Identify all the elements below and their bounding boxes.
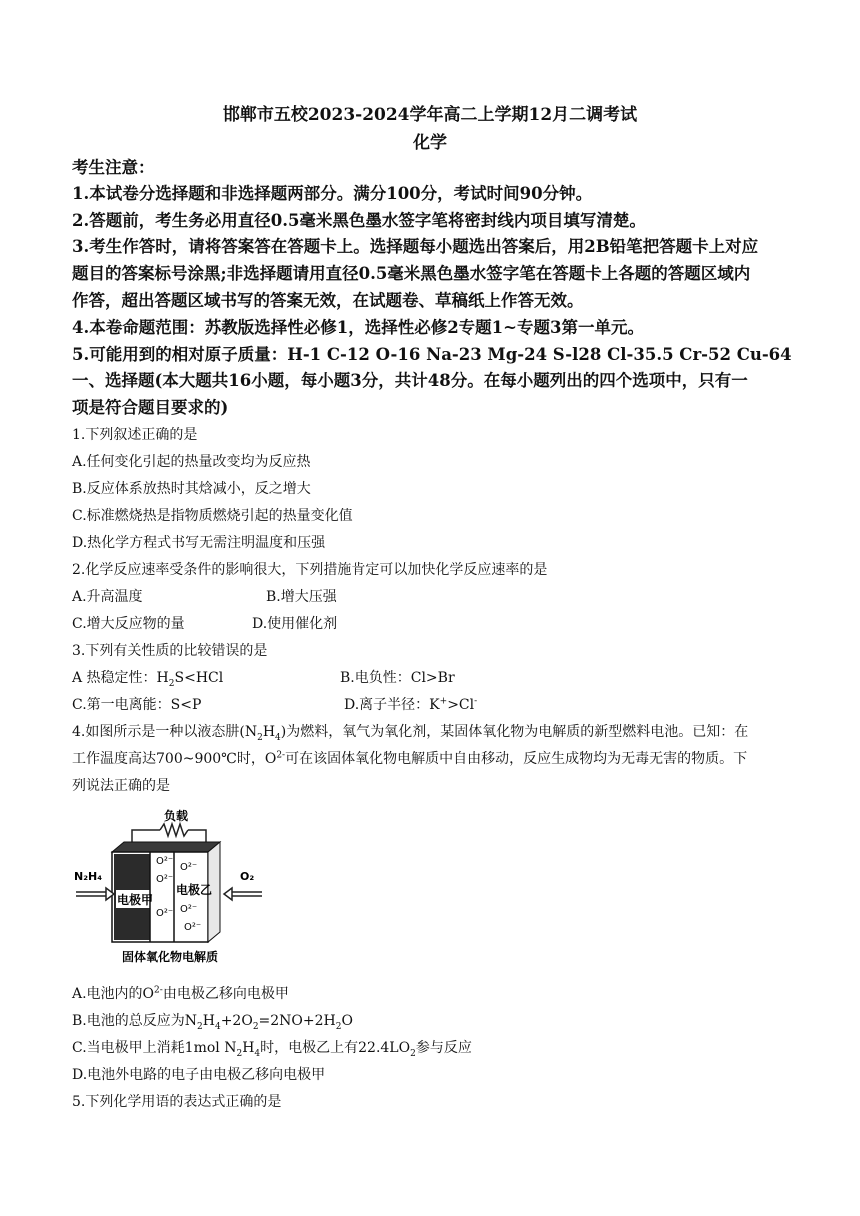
electrolyte-caption: 固体氧化物电解质	[122, 950, 219, 964]
question-4-stem: 4.如图所示是一种以液态肼$(N_2H_4)$为燃料，氧气为氧化剂，某固体氧化物为电解质的新型燃料电池。已知：在	[72, 724, 749, 743]
electrode-jia-label: 电极甲	[117, 893, 154, 907]
notice-item: 4.本卷命题范围：苏教版选择性必修1，选择性必修2专题1~专题3第一单元。	[72, 318, 644, 337]
exam-title: 邯郸市五校2023-2024学年高二上学期12月二调考试	[222, 105, 638, 125]
o2-label: O₂	[240, 870, 255, 883]
notice-item: 题目的答案标号涂黑;非选择题请用直径0.5毫米黑色墨水签字笔在答题卡上各题的答题区域内	[72, 264, 751, 283]
n2h4-label: N₂H₄	[74, 870, 103, 883]
notice-item: 1.本试卷分选择题和非选择题两部分。满分100分，考试时间90分钟。	[72, 184, 593, 203]
q4-option-c: C.当电极甲上消耗1mol $N_2H_4$时，电极乙上有$22.4LO_2$参与反应	[72, 1040, 472, 1059]
notice-item: 2.答题前，考生务必用直径0.5毫米黑色墨水签字笔将密封线内项目填写清楚。	[72, 211, 646, 230]
oxide-ion: O²⁻	[180, 862, 198, 873]
question-4-stem-cont: 工作温度高达700~900℃时，$O^{2-}$可在该固体氧化物电解质中自由移动，反应生成物均为无毒无害的物质。下	[72, 750, 748, 767]
q3-option-d: D.离子半径：K+>Cl-	[344, 696, 478, 713]
q4-option-a: A.电池内的$O^{2-}$由电极乙移向电极甲	[72, 985, 289, 1002]
q2-option-d: D.使用催化剂	[252, 616, 338, 632]
section-heading-cont: 项是符合题目要求的)	[72, 398, 229, 417]
notice-item: 5.可能用到的相对原子质量：H-1 C-12 O-16 Na-23 Mg-24 S-l28 Cl-35.5 Cr-52 Cu-64	[72, 345, 792, 364]
oxide-ion: O²⁻	[156, 856, 174, 867]
oxide-ion: O²⁻	[156, 908, 174, 919]
q2-option-a: A.升高温度	[72, 589, 143, 605]
q1-option-b: B.反应体系放热时其焓减小，反之增大	[72, 481, 311, 497]
q3-option-b: B.电负性：Cl>Br	[340, 670, 455, 686]
section-heading: 一、选择题(本大题共16小题，每小题3分，共计48分。在每小题列出的四个选项中，只有一	[72, 371, 748, 390]
q2-option-c: C.增大反应物的量	[72, 616, 185, 632]
q1-option-a: A.任何变化引起的热量改变均为反应热	[72, 454, 311, 470]
q4-option-d: D.电池外电路的电子由电极乙移向电极甲	[72, 1067, 326, 1083]
electrode-yi-label: 电极乙	[176, 883, 213, 897]
q3-option-c: C.第一电离能：S<P	[72, 697, 202, 713]
question-2-stem: 2.化学反应速率受条件的影响很大，下列措施肯定可以加快化学反应速率的是	[72, 562, 548, 578]
subject-title: 化学	[413, 133, 447, 153]
notice-heading: 考生注意：	[72, 158, 155, 177]
question-3-stem: 3.下列有关性质的比较错误的是	[72, 643, 268, 659]
q2-option-b: B.增大压强	[266, 589, 337, 605]
notice-item: 3.考生作答时，请将答案答在答题卡上。选择题每小题选出答案后，用2B铅笔把答题卡上对应	[72, 237, 759, 256]
q3-option-a: A 热稳定性：$H_2S<HCl$	[72, 670, 224, 689]
question-5-stem: 5.下列化学用语的表达式正确的是	[72, 1094, 282, 1110]
q1-option-d: D.热化学方程式书写无需注明温度和压强	[72, 535, 326, 551]
oxide-ion: O²⁻	[184, 922, 202, 933]
fuel-cell-diagram	[72, 808, 282, 968]
oxide-ion: O²⁻	[180, 904, 198, 915]
question-1-stem: 1.下列叙述正确的是	[72, 427, 198, 443]
question-4-stem-cont: 列说法正确的是	[72, 778, 170, 794]
oxide-ion: O²⁻	[156, 874, 174, 885]
q4-option-b: B.电池的总反应为$N_2H_4+2O_2=2NO+2H_2O$	[72, 1013, 353, 1032]
notice-item: 作答，超出答题区域书写的答案无效，在试题卷、草稿纸上作答无效。	[72, 291, 584, 310]
q1-option-c: C.标准燃烧热是指物质燃烧引起的热量变化值	[72, 508, 353, 524]
load-label: 负载	[164, 809, 189, 823]
